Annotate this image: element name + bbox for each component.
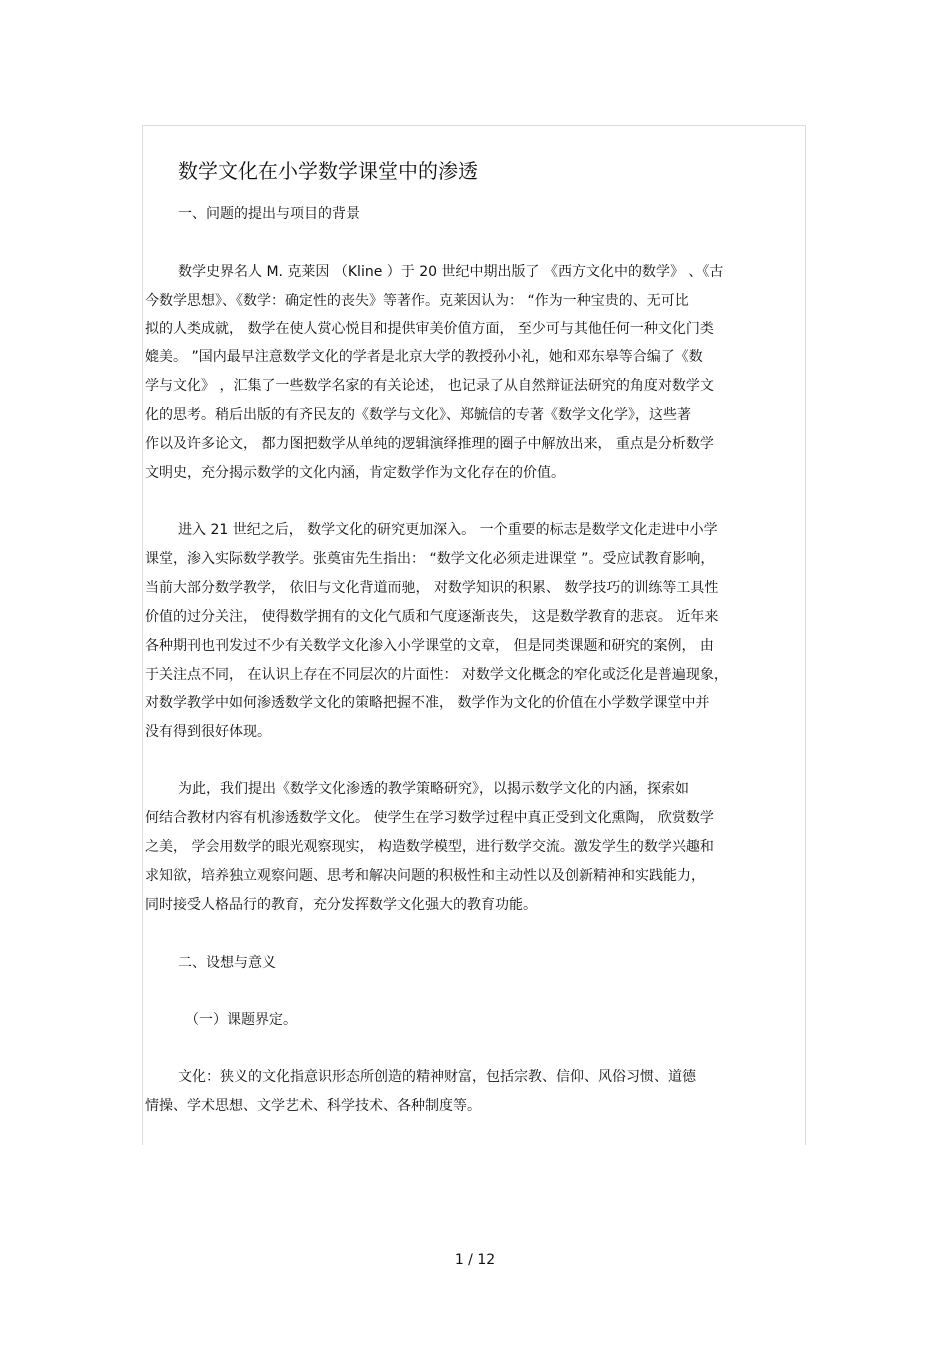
paragraph-3-line: 何结合教材内容有机渗透数学文化。 使学生在学习数学过程中真正受到文化熏陶， 欣赏数学 [145,810,714,826]
document-title: 数学文化在小学数学课堂中的渗透 [178,159,478,183]
paragraph-3-line: 为此，我们提出《数学文化渗透的教学策略研究》，以揭示数学文化的内涵，探索如 [178,781,689,797]
paragraph-2-line: 于关注点不同， 在认识上存在不同层次的片面性： 对数学文化概念的窄化或泛化是普遍现象， [145,667,728,683]
subsection-heading-1: （一）课题界定。 [185,1012,297,1028]
paragraph-1-line: 作以及许多论文， 都力图把数学从单纯的逻辑演绎推理的圈子中解放出来， 重点是分析数学 [145,436,714,452]
paragraph-3-line: 求知欲，培养独立观察问题、思考和解决问题的积极性和主动性以及创新精神和实践能力， [145,868,705,884]
paragraph-3-line: 同时接受人格品行的教育，充分发挥数学文化强大的教育功能。 [145,897,537,913]
page-indicator: 1 / 12 [454,1252,496,1268]
paragraph-1-line: 数学史界名人 M. 克莱因 （Kline ）于 20 世纪中期出版了 《西方文化中的数学》 、《古 [178,264,724,280]
paragraph-1-line: 学与文化》 ，汇集了一些数学名家的有关论述， 也记录了从自然辩证法研究的角度对数学文 [145,378,714,394]
paragraph-4-line: 情操、学术思想、文学艺术、科学技术、各种制度等。 [145,1098,481,1114]
paragraph-1-line: 今数学思想》、《数学：确定性的丧失》等著作。克莱因认为： “作为一种宝贵的、无可比 [145,293,689,309]
paragraph-4-line: 文化：狭义的文化指意识形态所创造的精神财富，包括宗教、信仰、风俗习惯、道德 [178,1069,696,1085]
paragraph-2-line: 当前大部分数学教学， 依旧与文化背道而驰， 对数学知识的积累、 数学技巧的训练等工具性 [145,580,719,596]
paragraph-2-line: 进入 21 世纪之后， 数学文化的研究更加深入。 一个重要的标志是数学文化走进中小学 [178,522,718,538]
paragraph-3-line: 之美， 学会用数学的眼光观察现实， 构造数学模型，进行数学交流。激发学生的数学兴趣和 [145,839,714,855]
paragraph-1-line: 媲美。 ”国内最早注意数学文化的学者是北京大学的教授孙小礼，她和邓东皋等合编了《数 [145,349,703,365]
paragraph-2-line: 价值的过分关注， 使得数学拥有的文化气质和气度逐渐丧失， 这是数学教育的悲哀。 近年来 [145,609,719,625]
paragraph-1-line: 化的思考。稍后出版的有齐民友的《数学与文化》、郑毓信的专著《数学文化学》，这些著 [145,407,691,423]
paragraph-2-line: 课堂，渗入实际数学教学。张奠宙先生指出： “数学文化必须走进课堂 ”。受应试教育影响， [145,551,715,567]
paragraph-2-line: 没有得到很好体现。 [145,724,271,740]
section-heading-2: 二、设想与意义 [178,955,276,971]
paragraph-2-line: 各种期刊也刊发过不少有关数学文化渗入小学课堂的文章， 但是同类课题和研究的案例， 由 [145,638,714,654]
paragraph-2-line: 对数学教学中如何渗透数学文化的策略把握不准， 数学作为文化的价值在小学数学课堂中并 [145,695,710,711]
section-heading-1: 一、问题的提出与项目的背景 [178,206,360,222]
paragraph-1-line: 拟的人类成就， 数学在使人赏心悦目和提供审美价值方面， 至少可与其他任何一种文化门类 [145,321,714,337]
paragraph-1-line: 文明史，充分揭示数学的文化内涵，肯定数学作为文化存在的价值。 [145,465,565,481]
